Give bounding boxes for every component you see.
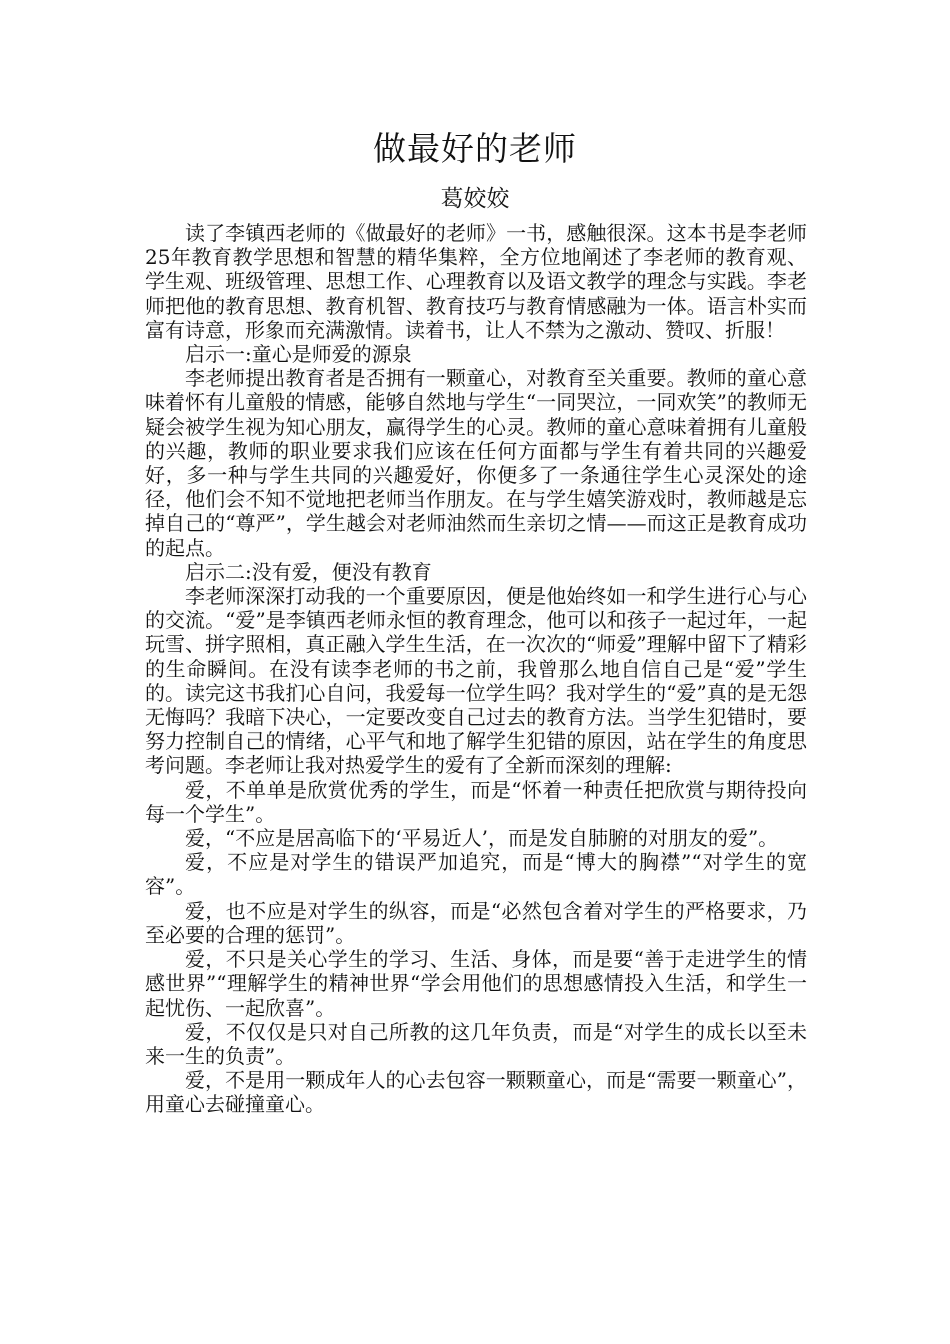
paragraph-love-7: 爱，不是用一颗成年人的心去包容一颗颗童心，而是“需要一颗童心”，用童心去碰撞童心。	[145, 1068, 807, 1117]
section-heading-2: 启示二:没有爱，便没有教育	[185, 559, 432, 584]
paragraph-love-education: 李老师深深打动我的一个重要原因，便是他始终如一和学生进行心与心的交流。“爱”是李镇西老师永恒的教育理念，他可以和孩子一起过年，一起玩雪、拼字照相，真正融入学生生活，在一次次的“师爱”理解中留下了精彩的生命瞬间。在没有读李老师的书之前，我曾那么地自信自己是“爱”学生的。读完这书我扪心自问，我爱每一位学生吗？我对学生的“爱”真的是无怨无悔吗？我暗下决心，一定要改变自己过去的教育方法。当学生犯错时，要努力控制自己的情绪，心平气和地了解学生犯错的原因，站在学生的角度思考问题。李老师让我对热爱学生的爱有了全新而深刻的理解:	[145, 584, 807, 778]
paragraph-love-5: 爱，不只是关心学生的学习、生活、身体，而是要“善于走进学生的情感世界”“理解学生的精神世界“学会用他们的思想感情投入生活，和学生一起忧伤、一起欣喜”。	[145, 947, 807, 1020]
document-title: 做最好的老师	[373, 129, 577, 168]
paragraph-love-3: 爱，不应是对学生的错误严加追究，而是“博大的胸襟”“对学生的宽容”。	[145, 850, 807, 899]
paragraph-love-1: 爱，不单单是欣赏优秀的学生，而是“怀着一种责任把欣赏与期待投向每一个学生”。	[145, 777, 807, 826]
paragraph-love-6: 爱，不仅仅是只对自己所教的这几年负责，而是“对学生的成长以至未来一生的负责”。	[145, 1019, 807, 1068]
paragraph-love-4: 爱，也不应是对学生的纵容，而是“必然包含着对学生的严格要求，乃至必要的合理的惩罚”。	[145, 898, 807, 947]
section-heading-1: 启示一:童心是师爱的源泉	[185, 342, 412, 367]
document-body	[145, 221, 807, 1117]
paragraph-intro: 读了李镇西老师的《做最好的老师》一书，感触很深。这本书是李老师25年教育教学思想和智慧的精华集粹，全方位地阐述了李老师的教育观、学生观、班级管理、思想工作、心理教育以及语文教学的理念与实践。李老师把他的教育思想、教育机智、教育技巧与教育情感融为一体。语言朴实而富有诗意，形象而充满激情。读着书，让人不禁为之激动、赞叹、折服！	[145, 221, 807, 342]
paragraph-love-2: 爱，“不应是居高临下的‘平易近人’，而是发自肺腑的对朋友的爱”。	[185, 826, 779, 851]
paragraph-childlike-heart: 李老师提出教育者是否拥有一颗童心，对教育至关重要。教师的童心意味着怀有儿童般的情感，能够自然地与学生“一同哭泣，一同欢笑”的教师无疑会被学生视为知心朋友，赢得学生的心灵。教师的童心意味着拥有儿童般的兴趣，教师的职业要求我们应该在任何方面都与学生有着共同的兴趣爱好，多一种与学生共同的兴趣爱好，你便多了一条通往学生心灵深处的途径，他们会不知不觉地把老师当作朋友。在与学生嬉笑游戏时，教师越是忘掉自己的“尊严”，学生越会对老师油然而生亲切之情——而这正是教育成功的起点。	[145, 366, 807, 560]
document-author: 葛姣姣	[440, 186, 510, 212]
